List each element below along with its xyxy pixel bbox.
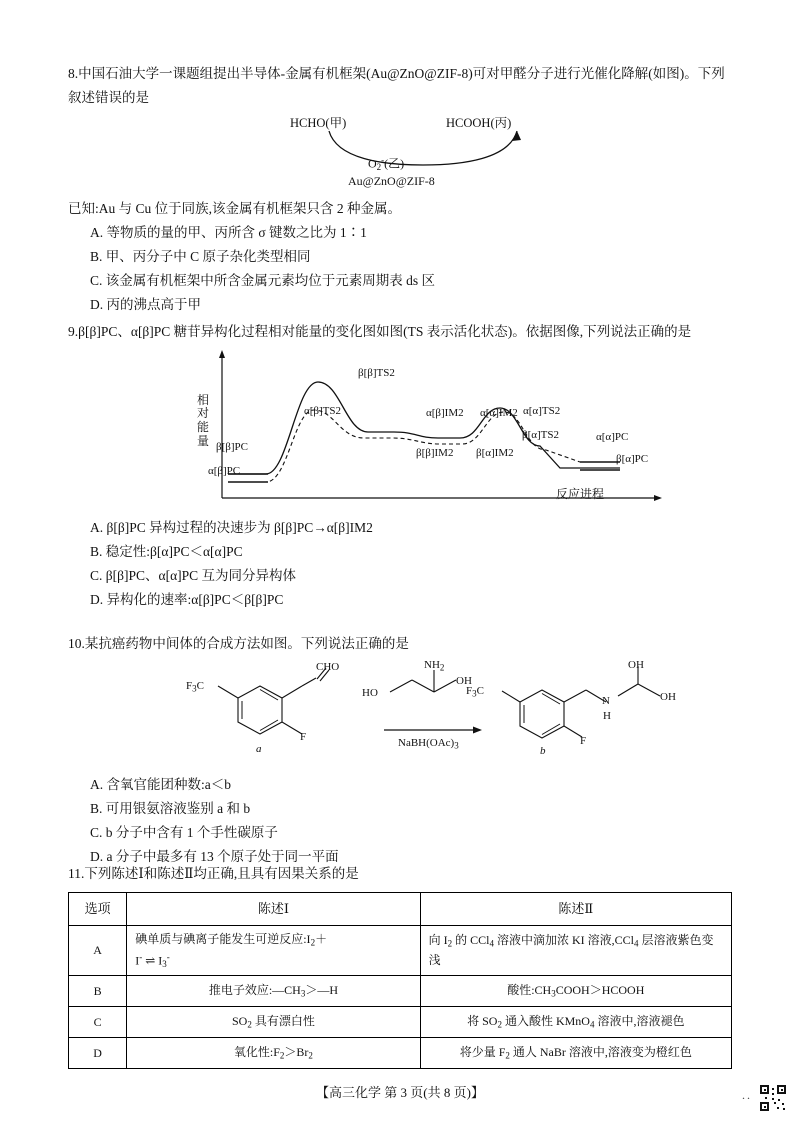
chart-label-aa-ts2: α[α]TS2 (523, 404, 561, 417)
question-8-option-b: B. 甲、丙分子中 C 原子杂化类型相同 (90, 248, 311, 264)
question-8 (68, 62, 736, 317)
chart-label-ba-im2: β[α]IM2 (476, 446, 514, 459)
page-footer: 【高三化学 第 3 页(共 8 页)】 (316, 1085, 484, 1100)
table-row (69, 1007, 732, 1038)
row-d-statement-2: 将少量 $F_2$ 通人 NaBr 溶液中,溶液变为橙红色 (420, 1038, 731, 1069)
row-b-statement-1: 推电子效应$:—CH_3>—H$ (127, 976, 420, 1007)
chart-label-ab-ts2: α[β]TS2 (304, 404, 342, 417)
label-cho: CHO (316, 660, 340, 673)
header-statement-1: 陈述Ⅰ (127, 892, 420, 926)
row-d-statement-1: 氧化性$:F_2>Br_2$ (127, 1038, 420, 1069)
label-a: a (256, 742, 262, 755)
chart-label-bb-pc: β[β]PC (216, 440, 248, 453)
scheme8-above-arrow: $O_2^-$(乙) (368, 155, 405, 172)
row-option-d: D (69, 1038, 127, 1069)
question-11-stem: 11.下列陈述Ⅰ和陈述Ⅱ均正确,且具有因果关系的是 (68, 866, 359, 881)
chart-label-bb-ts2: β[β]TS2 (358, 366, 395, 379)
scheme8-below-arrow: Au@ZnO@ZIF-8 (348, 174, 435, 189)
label-nh: N H (602, 694, 611, 722)
row-c-statement-2: 将 $SO_2$ 通入酸性 KMnO$_4$ 溶液中,溶液褪色 (420, 1007, 731, 1038)
energy-profile-chart (188, 346, 708, 516)
label-f-left: F (300, 730, 307, 743)
question-10-option-b: B. 可用银氨溶液鉴别 a 和 b (90, 800, 251, 816)
question-10-option-a: A. 含氧官能团种数:a＜b (90, 776, 231, 792)
question-9-energy-diagram (68, 346, 736, 516)
chart-x-axis-label: 反应进程 (556, 486, 605, 501)
chart-label-aa-pc: α[α]PC (596, 430, 629, 443)
label-nh2: $NH_2$ (424, 658, 445, 672)
row-option-c: C (69, 1007, 127, 1038)
header-option: 选项 (69, 892, 127, 926)
label-f-right: F (580, 734, 587, 747)
chart-label-ba-pc: β[α]PC (616, 452, 649, 465)
row-option-a: A (69, 926, 127, 976)
label-nabh-oac3: $NaBH(OAc)_3$ (398, 736, 459, 750)
footer-dots: .. (742, 1088, 752, 1102)
label-b: b (540, 744, 546, 757)
scheme8-product: HCOOH(丙) (446, 116, 512, 131)
row-option-b: B (69, 976, 127, 1007)
question-8-option-a: A. 等物质的量的甲、丙所含 σ 键数之比为 1∶1 (90, 224, 367, 240)
question-9-option-a: A. β[β]PC 异构过程的决速步为 β[β]PC→α[β]IM2 (90, 519, 373, 535)
qr-code-icon (760, 1085, 786, 1111)
table-header-row (69, 892, 732, 926)
question-8-reaction-scheme (68, 113, 736, 193)
header-statement-2: 陈述Ⅱ (420, 892, 731, 926)
question-11 (68, 862, 736, 1069)
chart-label-ba-ts2: β[α]TS2 (522, 428, 560, 441)
question-9-stem: 9.β[β]PC、α[β]PC 糖苷异构化过程相对能量的变化图如图(TS 表示活化状态)。依据图像,下列说法正确的是 (68, 324, 692, 339)
row-a-statement-1: 碘单质与碘离子能发生可逆反应$:I_2+$ I- ⇌ $I_3^-$ (127, 926, 420, 976)
question-9-option-d: D. 异构化的速率:α[β]PC＜β[β]PC (90, 591, 284, 607)
question-9-option-b: B. 稳定性:β[α]PC＜α[α]PC (90, 543, 243, 559)
question-8-option-d: D. 丙的沸点高于甲 (90, 296, 201, 312)
scheme8-reactant: HCHO(甲) (290, 116, 347, 131)
question-10 (68, 632, 736, 869)
table-row (69, 1038, 732, 1069)
chart-label-ab-pc: α[β]PC (208, 464, 241, 477)
label-f3c-right: $F_3C$ (466, 684, 484, 698)
question-9-option-c: C. β[β]PC、α[α]PC 互为同分异构体 (90, 567, 297, 583)
label-f3c-left: $F_3C$ (186, 679, 204, 693)
row-b-statement-2: 酸性$:CH_3COOH>HCOOH$ (420, 976, 731, 1007)
row-a-statement-2: 向 $I_2$ 的 CCl$_4$ 溶液中滴加浓 KI 溶液,CCl$_4$ 层溶液紫色变浅 (420, 926, 731, 976)
question-8-known: 已知:Au 与 Cu 位于同族,该金属有机框架只含 2 种金属。 (68, 201, 402, 217)
chart-label-ab-im2: α[β]IM2 (426, 406, 464, 419)
curved-arrow-icon (323, 129, 523, 169)
label-oh-right: OH (660, 690, 676, 703)
question-10-option-c: C. b 分子中含有 1 个手性碳原子 (90, 824, 278, 840)
chart-label-aa-im2: α[α]IM2 (480, 406, 518, 419)
label-ho-left: HO (362, 686, 378, 699)
question-9 (68, 320, 736, 612)
chart-y-axis-label: 相 对 能 量 (196, 392, 209, 449)
row-c-statement-1: $SO_2$ 具有漂白性 (127, 1007, 420, 1038)
question-10-option-d: D. a 分子中最多有 13 个原子处于同一平面 (90, 848, 339, 864)
organic-structures (68, 658, 736, 773)
label-oh-right-top: OH (628, 658, 644, 671)
question-10-stem: 10.某抗癌药物中间体的合成方法如图。下列说法正确的是 (68, 636, 409, 651)
statements-table (68, 892, 732, 1070)
table-row (69, 926, 732, 976)
chart-label-bb-im2: β[β]IM2 (416, 446, 454, 459)
label-oh-top: OH (456, 674, 472, 687)
question-10-reaction-scheme (68, 658, 736, 773)
question-8-option-c: C. 该金属有机框架中所含金属元素均位于元素周期表 ds 区 (90, 272, 436, 288)
question-8-stem: 8.中国石油大学一课题组提出半导体-金属有机框架(Au@ZnO@ZIF-8)可对甲醛分子进行光催化降解(如图)。下列叙述错误的是 (68, 66, 725, 105)
table-row (69, 976, 732, 1007)
